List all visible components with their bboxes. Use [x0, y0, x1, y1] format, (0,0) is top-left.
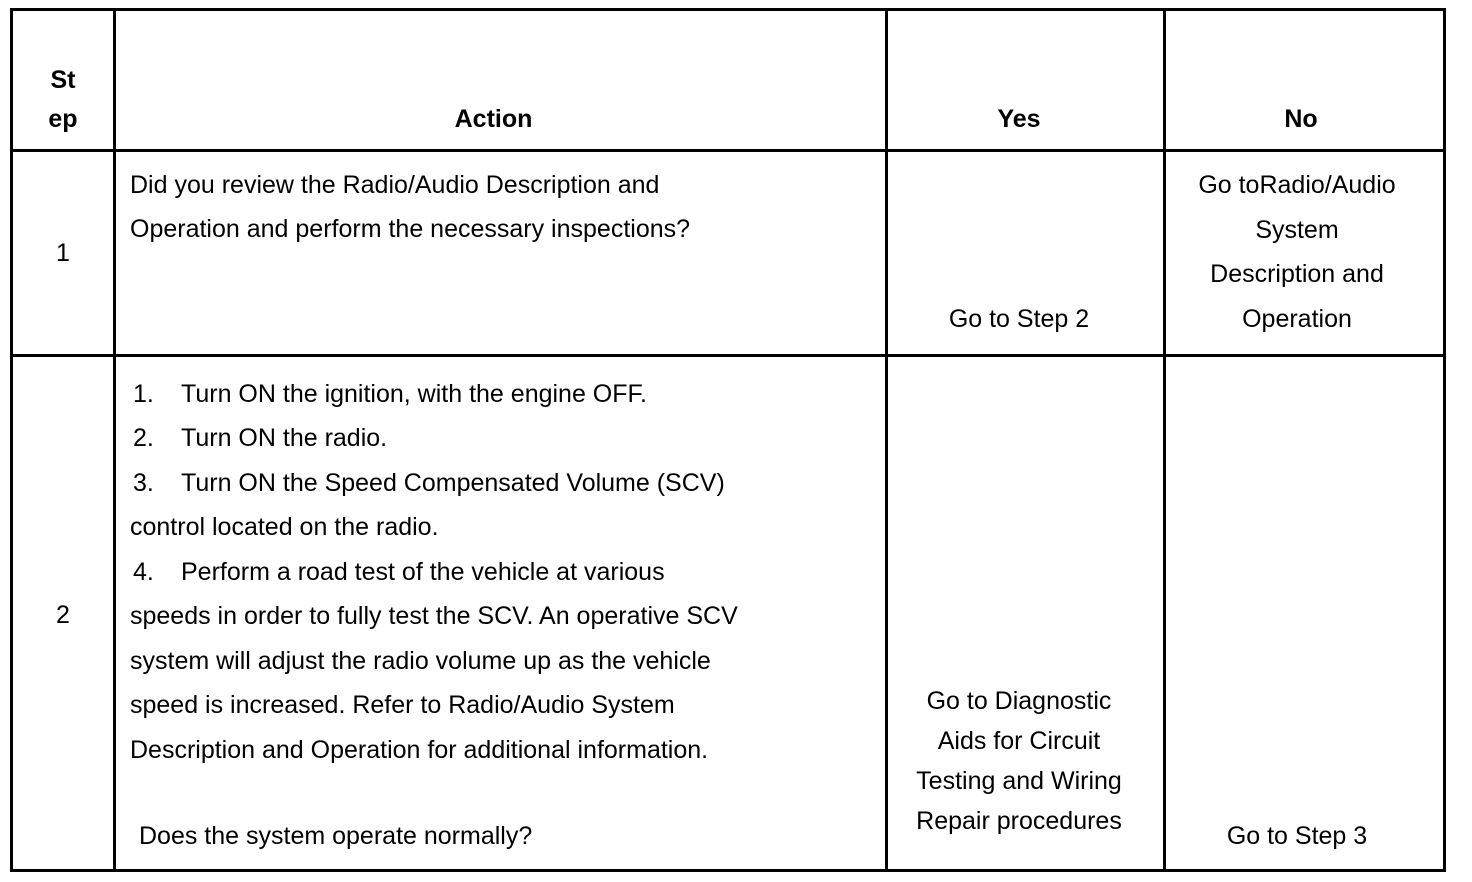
list-item-continuation: system will adjust the radio volume up as the vehicle	[130, 647, 711, 675]
row-1-action-line2: Operation and perform the necessary inspections?	[130, 215, 691, 243]
row-1-yes: Go to Step 2	[948, 305, 1090, 333]
header-no	[1166, 11, 1443, 149]
header-action	[116, 11, 885, 149]
header-step	[13, 11, 113, 149]
row-1-no-line1: Go toRadio/Audio	[1198, 171, 1396, 199]
list-item	[133, 461, 725, 506]
list-item-continuation: speeds in order to fully test the SCV. An operative SCV	[130, 602, 738, 630]
list-item-text: Turn ON the ignition, with the engine OFF.	[181, 380, 647, 408]
row-1-no-line4: Operation	[1242, 305, 1352, 333]
row-2-step: 2	[56, 601, 70, 629]
list-item-continuation: Description and Operation for additional information.	[130, 736, 709, 764]
row-divider-header	[13, 149, 1443, 152]
list-item-number: 1.	[133, 380, 154, 408]
row-2-yes-line3: Testing and Wiring	[916, 767, 1122, 795]
list-item-number: 2.	[133, 424, 154, 452]
list-item-continuation: speed is increased. Refer to Radio/Audio System	[130, 691, 675, 719]
header-yes	[888, 11, 1163, 149]
list-item	[133, 416, 387, 461]
row-1-no-line2: System	[1255, 216, 1339, 244]
list-item	[133, 372, 647, 417]
list-item	[133, 550, 665, 595]
list-item-text: Turn ON the radio.	[181, 424, 388, 452]
list-item-number: 3.	[133, 469, 154, 497]
row-2-yes-line1: Go to Diagnostic	[926, 687, 1112, 715]
header-step-line1: St	[50, 66, 76, 94]
header-step-line2: ep	[48, 105, 78, 133]
list-item-text: Turn ON the Speed Compensated Volume (SCV)	[181, 469, 725, 497]
row-2-no: Go to Step 3	[1226, 822, 1368, 850]
row-1-no-line3: Description and	[1210, 260, 1384, 288]
row-2-question: Does the system operate normally?	[139, 822, 533, 850]
row-1-action-line1: Did you review the Radio/Audio Description and	[130, 171, 660, 199]
diagnostic-table	[10, 8, 1446, 872]
row-2-yes-line2: Aids for Circuit	[937, 727, 1101, 755]
row-divider-1	[13, 354, 1443, 357]
list-item-continuation: control located on the radio.	[130, 513, 439, 541]
row-2-yes-line4: Repair procedures	[916, 807, 1122, 835]
header-yes-label: Yes	[997, 105, 1041, 133]
header-no-label: No	[1284, 105, 1318, 133]
row-1-step: 1	[56, 239, 70, 267]
list-item-number: 4.	[133, 558, 154, 586]
header-action-label: Action	[454, 105, 533, 133]
list-item-text: Perform a road test of the vehicle at various	[181, 558, 665, 586]
